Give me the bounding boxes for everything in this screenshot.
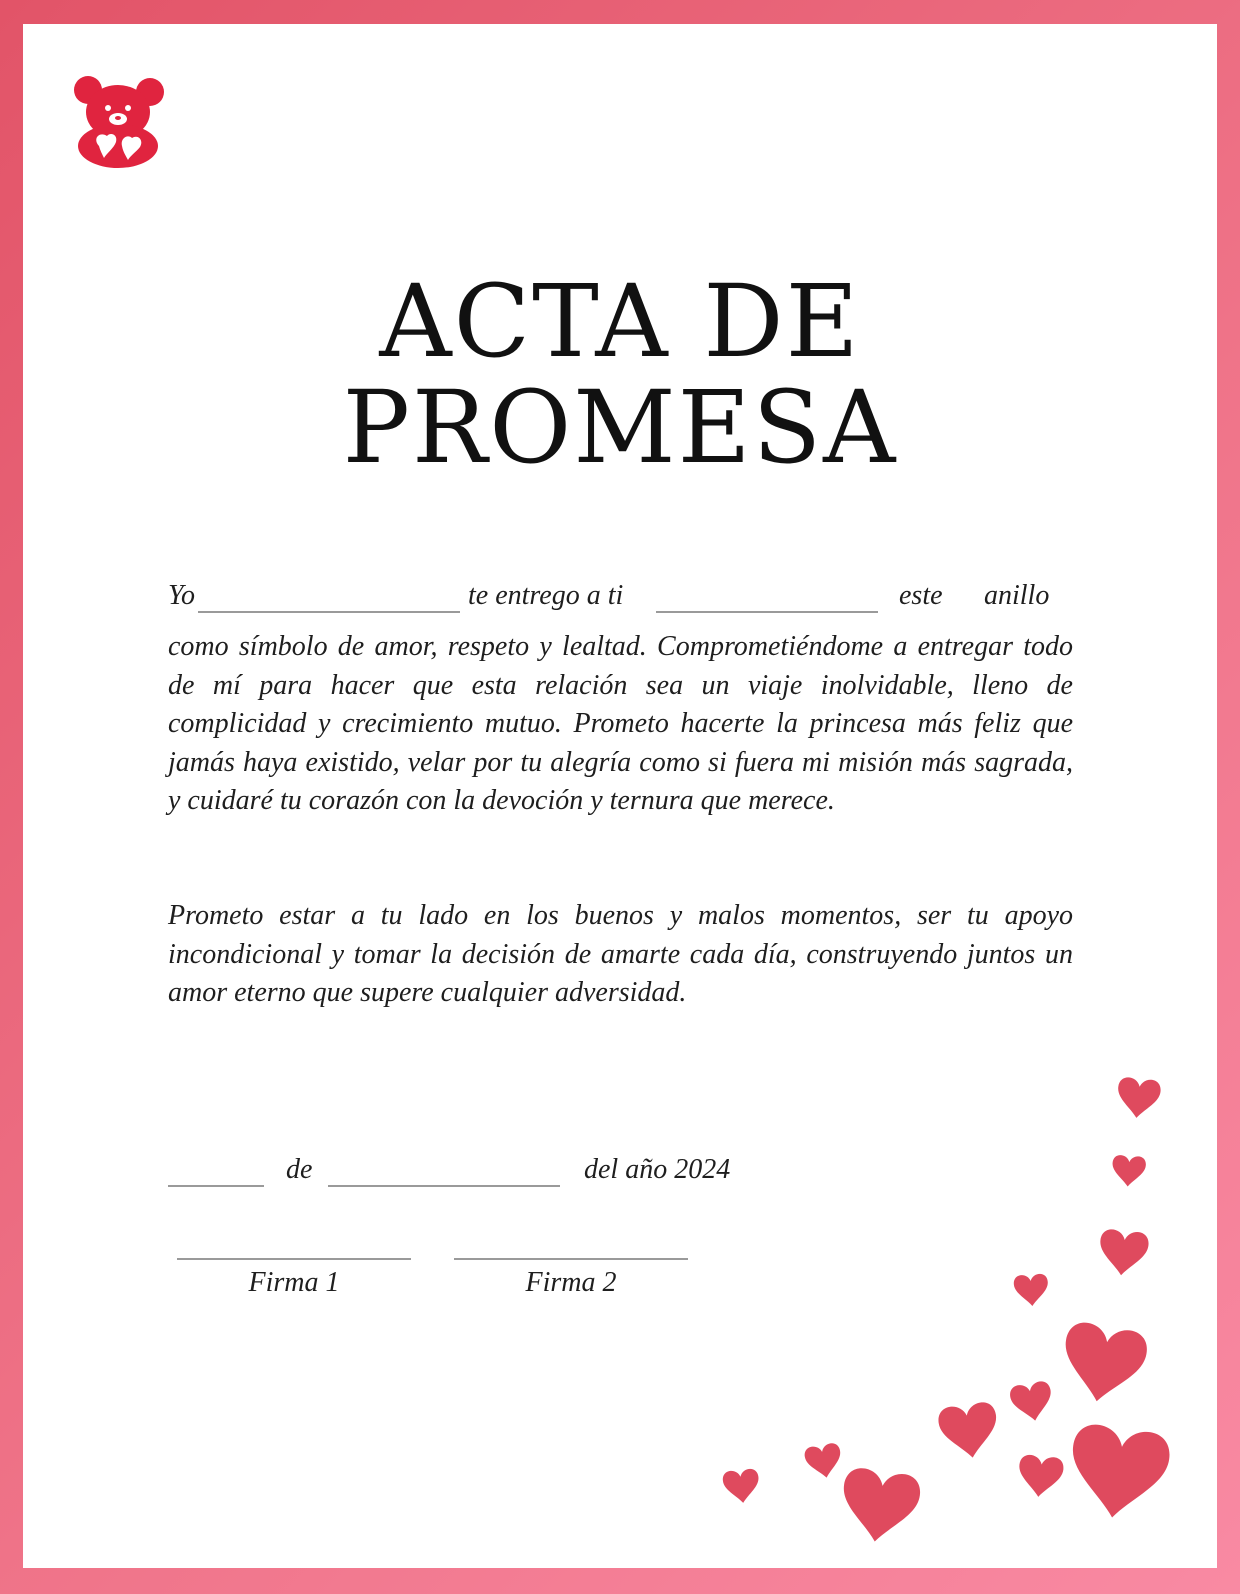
title-line-2: PROMESA <box>342 369 898 486</box>
date-line <box>168 1154 1073 1194</box>
signature-1-line[interactable] <box>177 1258 411 1260</box>
intro-yo: Yo <box>168 580 196 611</box>
heart-icon <box>1056 1320 1149 1409</box>
giver-name-blank[interactable] <box>198 611 460 613</box>
heart-icon <box>1115 1076 1161 1120</box>
intro-anillo: anillo <box>984 580 1050 611</box>
receiver-name-blank[interactable] <box>656 611 878 613</box>
heart-icon <box>1013 1273 1049 1307</box>
promise-paragraph-1: como símbolo de amor, respeto y lealtad. Comprometiéndome a entregar todo de mí para hacer que esta relación sea un viaje inolvidable, lleno de complicidad y crecimiento mutuo. Prometo hacerte la princesa más feliz que jamás haya existido, velar por tu alegría como si fuera mi misión más sagrada, y cuidaré tu corazón con la devoción y ternura que merece. <box>168 631 1073 816</box>
heart-icon <box>803 1442 844 1481</box>
intro-line <box>168 580 1073 620</box>
heart-icon <box>1111 1155 1146 1188</box>
certificate-page <box>23 24 1217 1568</box>
heart-icon <box>1064 1422 1172 1524</box>
date-del-anio: del año 2024 <box>584 1154 731 1185</box>
document-title <box>23 263 1217 486</box>
heart-icon <box>937 1401 1002 1462</box>
title-line-1: ACTA DE <box>379 263 861 380</box>
date-de: de <box>286 1154 313 1185</box>
signature-1-label: Firma 1 <box>248 1267 340 1298</box>
heart-icon <box>837 1466 923 1547</box>
day-blank[interactable] <box>168 1185 264 1187</box>
promise-paragraph-2: Prometo estar a tu lado en los buenos y malos momentos, ser tu apoyo incondicional y tomar la decisión de amarte cada día, construyendo juntos un amor eterno que supere cualquier adversidad. <box>168 900 1073 1008</box>
intro-este: este <box>899 580 943 611</box>
teddy-bear-logo-icon <box>70 76 166 168</box>
month-blank[interactable] <box>328 1185 560 1187</box>
signature-2-label: Firma 2 <box>525 1267 617 1298</box>
heart-icon <box>1009 1380 1056 1424</box>
heart-icon <box>722 1468 761 1505</box>
intro-te-entrego: te entrego a ti <box>468 580 624 611</box>
heart-icon <box>1097 1228 1150 1278</box>
heart-icon <box>1016 1454 1064 1499</box>
signature-2-line[interactable] <box>454 1258 688 1260</box>
